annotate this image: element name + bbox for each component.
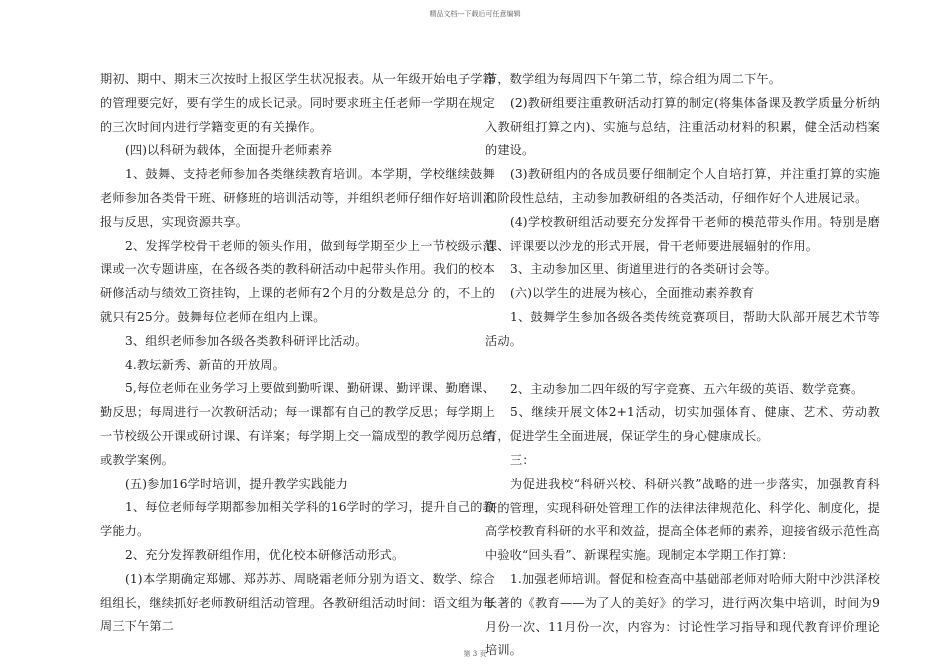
- paragraph: (3)教研组内的各成员要仔细制定个人自培打算，并注重打算的实施和阶段性总结，主动参加教研组的各类活动，仔细作好个人进展记录。: [485, 167, 880, 205]
- paragraph: (1)本学期确定郑娜、郑苏苏、周晓霜老师分别为语文、数学、综合组组长，继续抓好老师教研组活动管理。各教研组活动时间：语文组为每周三下午第二: [100, 571, 495, 634]
- paragraph: 2、主动参加二四年级的写字竞赛、五六年级的英语、数学竞赛。: [510, 381, 864, 396]
- paragraph: 4.教坛新秀、新苗的开放周。: [125, 357, 285, 372]
- blank-line: [485, 354, 880, 378]
- paragraph: 1、鼓舞学生参加各级各类传统竞赛项目，帮助大队部开展艺术节等活动。: [485, 309, 880, 348]
- paragraph: 5、继续开展文体2+1活动，切实加强体育、健康、艺术、劳动教育，促进学生全面进展，保证学生的身心健康成长。: [485, 405, 880, 444]
- page-header: 精品文档---下载后可任意编辑: [429, 10, 521, 18]
- section-heading: (六)以学生的进展为核心，全面推动素养教育: [510, 286, 755, 301]
- page-number: 第 3 页: [463, 650, 487, 658]
- paragraph: 2、充分发挥教研组作用，优化校本研修活动形式。: [125, 547, 405, 562]
- section-heading: (五)参加16学时培训，提升教学实践能力: [125, 476, 349, 491]
- section-heading: (四)以科研为载体，全面提升老师素养: [125, 143, 333, 158]
- section-heading: 三：: [510, 452, 535, 467]
- paragraph: 为促进我校“科研兴校、科研兴教”战略的进一步落实，加强教育科研的管理，实现科研处管理工作的法律法律规范化、科学化、制度化，提高学校教育科研的水平和效益，提高全体老师的素养，迎接省级示范性高中验收“回头看”、新课程实施。现制定本学期工作打算：: [485, 476, 880, 563]
- paragraph: 节，数学组为每周四下午第二节，综合组为周二下午。: [485, 72, 782, 86]
- paragraph: 期初、期中、期末三次按时上报区学生状况报表。从一年级开始电子学籍的管理要完好，要有学生的成长记录。同时要求班主任老师一学期在规定的三次时间内进行学籍变更的有关操作。: [100, 72, 495, 134]
- paragraph: 3、组织老师参加各级各类教科研评比活动。: [125, 333, 368, 348]
- paragraph: 3、主动参加区里、街道里进行的各类研讨会等。: [510, 262, 777, 277]
- paragraph: (4)学校教研组活动要充分发挥骨干老师的模范带头作用。特别是磨课、评课要以沙龙的形式开展，骨干老师要进展辐射的作用。: [485, 214, 880, 253]
- paragraph: 2、发挥学校骨干老师的领头作用，做到每学期至少上一节校级示范课或一次专题讲座，在各级各类的教科研活动中起带头作用。我们的校本研修活动与绩效工资挂钩，上课的老师有2个月的分数是总分 的，不上的就只有25分。鼓舞每位老师在组内上课。: [100, 238, 495, 324]
- paragraph: 1、每位老师每学期都参加相关学科的16学时的学习，提升自己的教学能力。: [100, 500, 495, 539]
- left-column: [100, 68, 495, 639]
- paragraph: 1、鼓舞、支持老师参加各类继续教育培训。本学期，学校继续鼓舞老师参加各类骨干班、研修班的培训活动等，并组织老师仔细作好培训汇报与反思，实现资源共享。: [100, 167, 495, 229]
- right-column: [485, 68, 880, 663]
- paragraph: (2)教研组要注重教研活动打算的制定(将集体备课及教学质量分析纳入教研组打算之内)、实施与总结，注重活动材料的积累，健全活动档案的建设。: [485, 95, 880, 158]
- paragraph: 1.加强老师培训。督促和检查高中基础部老师对哈师大附中沙洪泽校长著的《教育——为了人的美好》的学习，进行两次集中培训，时间为9月份一次、11月份一次，内容为：讨论性学习指导和现代教育评价理论培训。: [485, 571, 880, 658]
- paragraph: 5,每位老师在业务学习上要做到勤听课、勤研课、勤评课、勤磨课、勤反思；每周进行一次教研活动；每一课都有自己的教学反思；每学期上一节校级公开课或研讨课、有详案；每学期上交一篇成型的教学阅历总结或教学案例。: [100, 381, 495, 467]
